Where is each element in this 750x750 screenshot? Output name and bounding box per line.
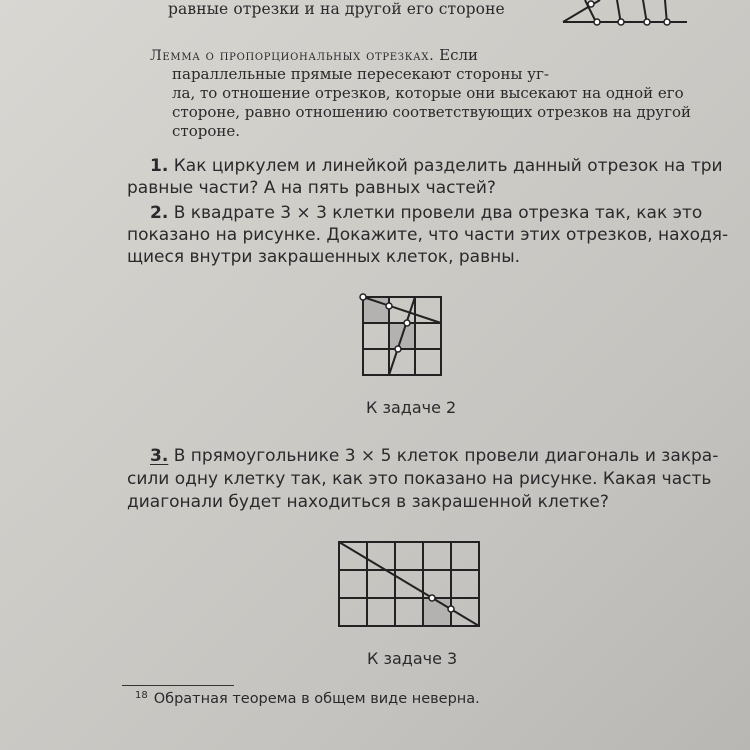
lemma-title: Лемма о пропорциональных отрезках. bbox=[150, 48, 435, 64]
problem2-line-1: 2. В квадрате 3 × 3 клетки провели два отрезка так, как это bbox=[150, 203, 703, 223]
footnote-rule bbox=[122, 685, 234, 686]
lemma-line-2: параллельные прямые пересекают стороны уг- bbox=[172, 65, 549, 83]
problem3-line-1: 3. В прямоугольнике 3 × 5 клеток провели диагональ и закра- bbox=[150, 446, 719, 466]
problem3-line-2: сили одну клетку так, как это показано на рисунке. Какая часть bbox=[127, 469, 712, 489]
lemma-line-5: стороне. bbox=[172, 122, 241, 140]
lemma-line-3: ла, то отношение отрезков, которые они высекают на одной его bbox=[172, 84, 684, 102]
problem1-line-1: 1. Как циркулем и линейкой разделить данный отрезок на три bbox=[150, 156, 723, 176]
footnote-text: Обратная теорема в общем виде неверна. bbox=[153, 691, 480, 707]
problem3-line-3: диагонали будет находиться в закрашенной клетке? bbox=[127, 492, 609, 512]
problem2-caption: К задаче 2 bbox=[366, 398, 457, 417]
problem1-line-2: равные части? А на пять равных частей? bbox=[127, 178, 496, 198]
angle-parallel-lines-figure bbox=[555, 0, 695, 28]
problem2-line-3: щиеся внутри закрашенных клеток, равны. bbox=[127, 247, 521, 267]
footnote bbox=[135, 690, 480, 707]
footnote-marker: 18 bbox=[135, 690, 148, 701]
problem3-grid-figure bbox=[334, 536, 484, 632]
lemma-line-4: стороне, равно отношению соответствующих отрезков на другой bbox=[172, 103, 692, 121]
problem3-caption: К задаче 3 bbox=[367, 649, 458, 668]
problem2-line-2: показано на рисунке. Докажите, что части этих отрезков, находя- bbox=[127, 225, 729, 245]
shaded-cell bbox=[423, 598, 451, 626]
problem2-grid-figure bbox=[356, 290, 446, 380]
top-fragment: равные отрезки и на другой его стороне bbox=[168, 0, 505, 18]
lemma-line-1: Лемма о пропорциональных отрезках. Если bbox=[150, 46, 479, 64]
